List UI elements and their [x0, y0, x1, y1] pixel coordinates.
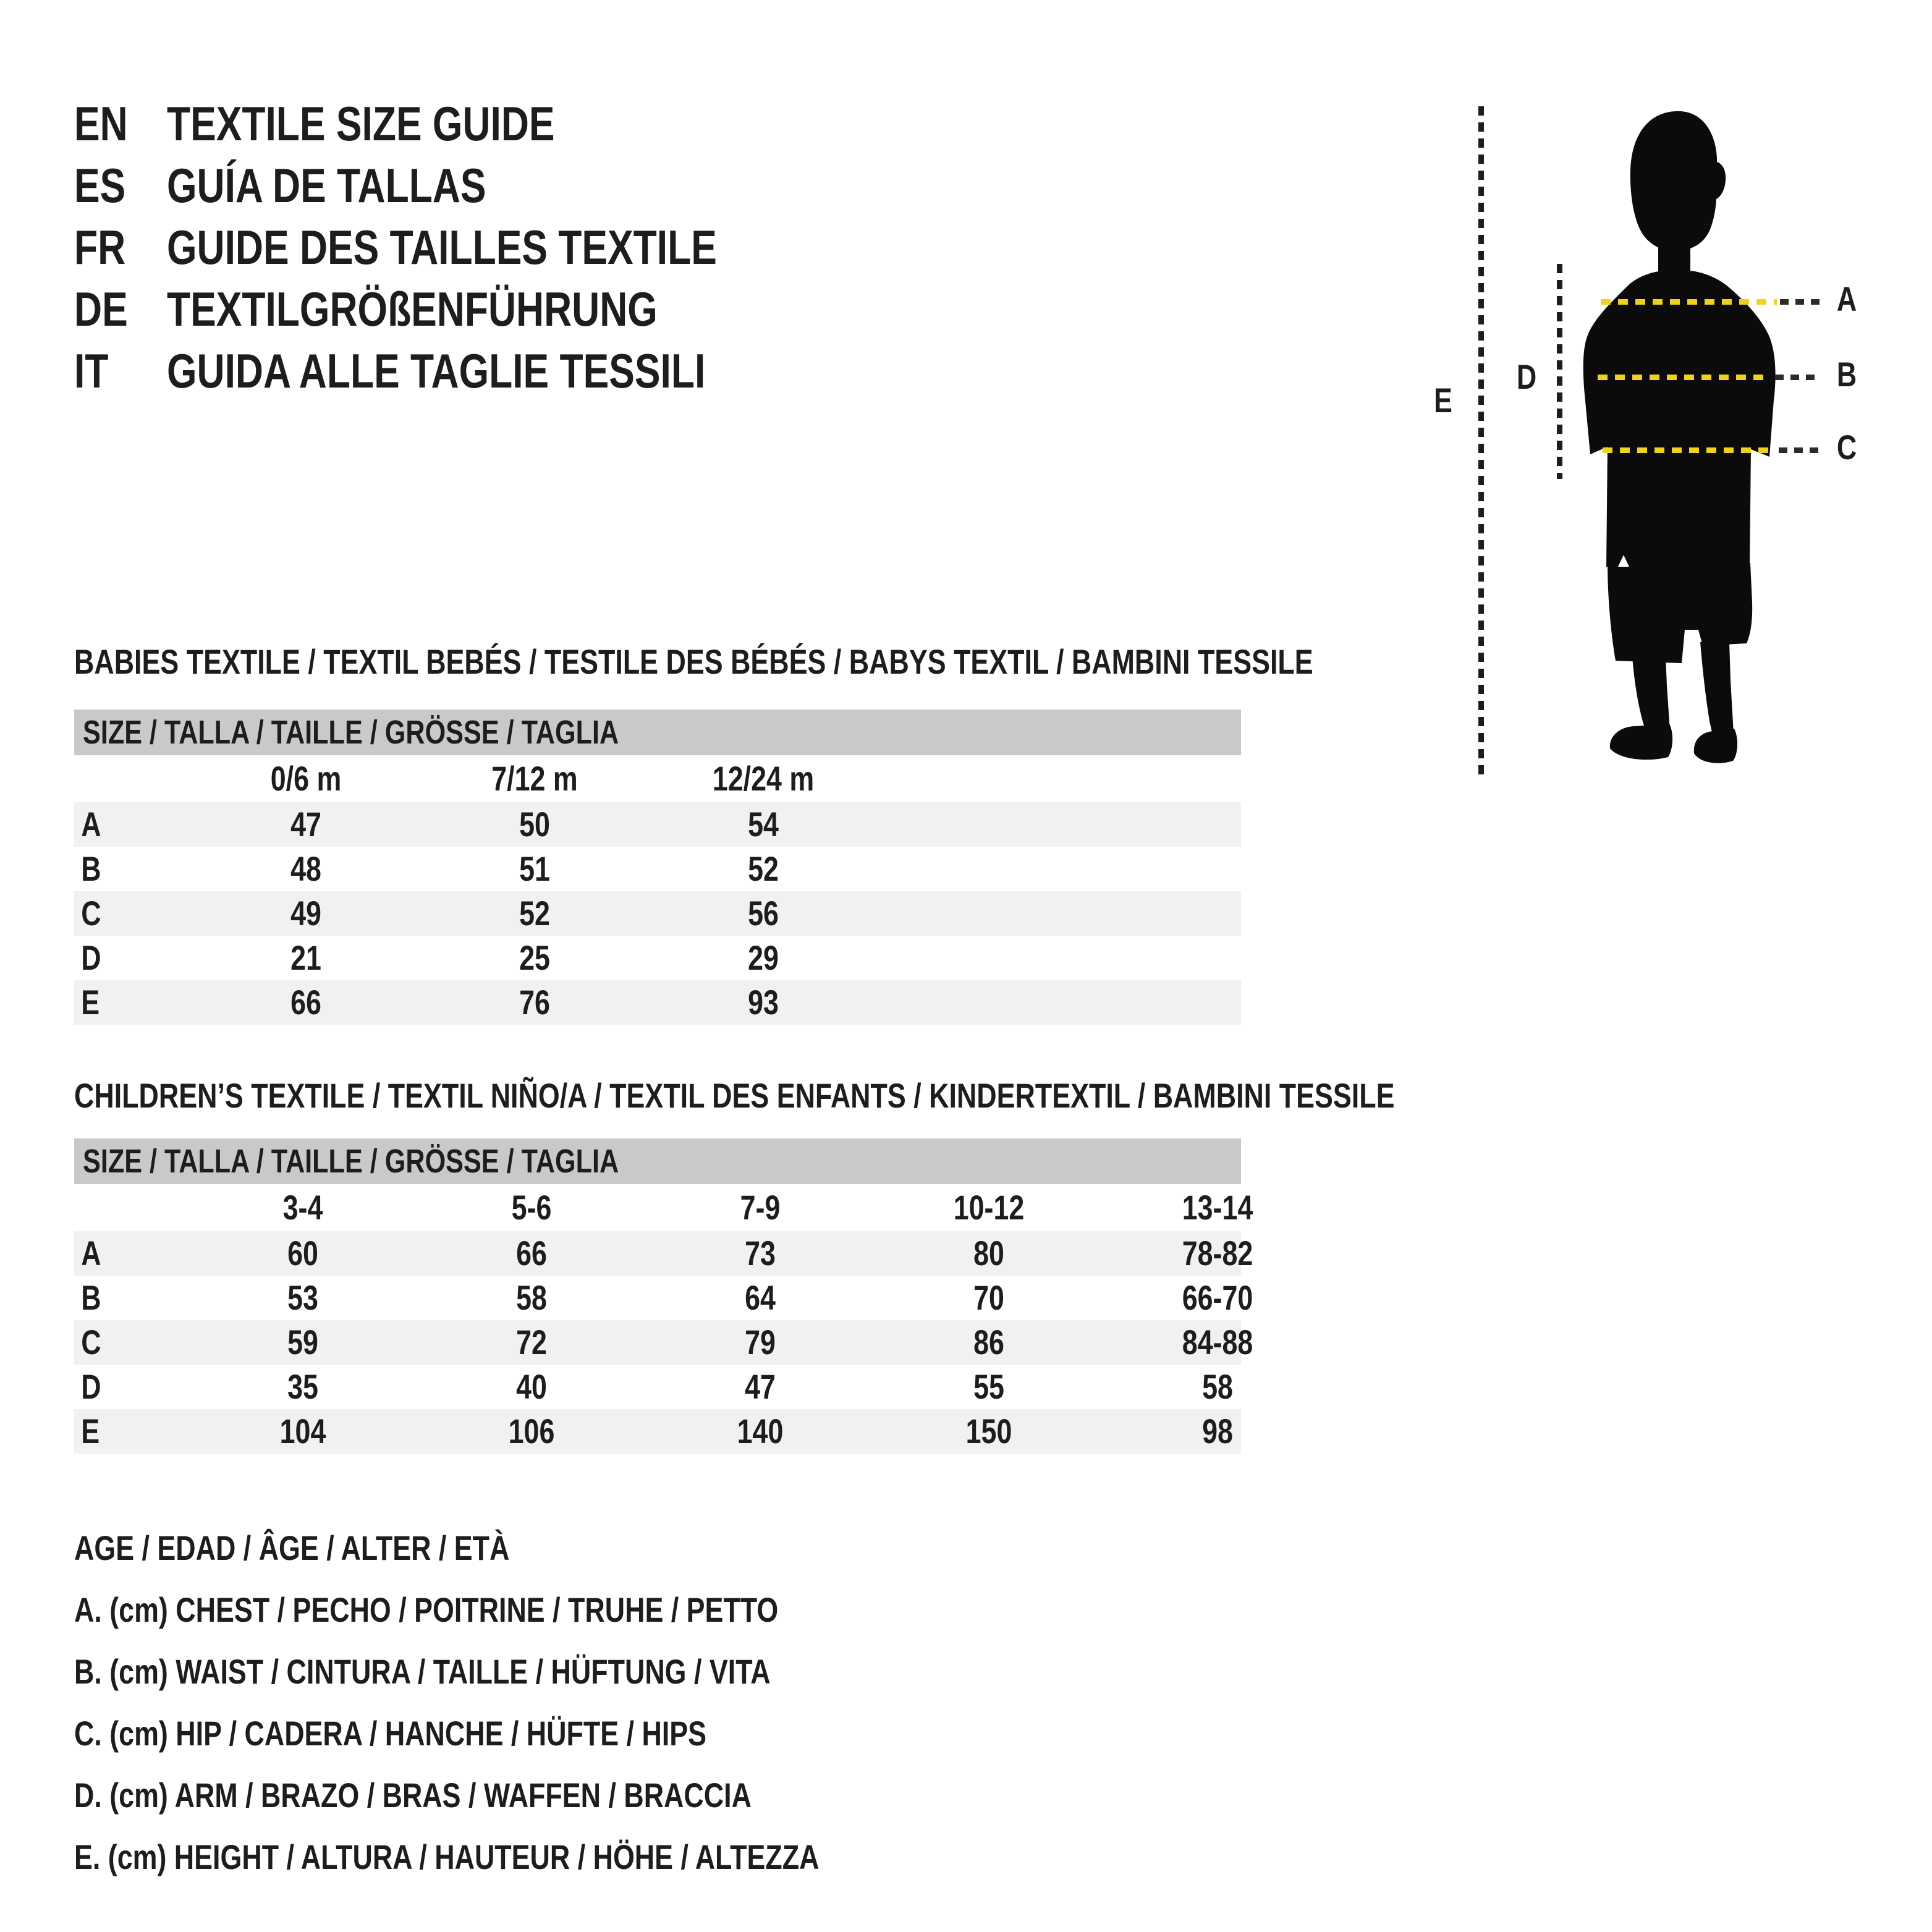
size-cell: 66-70 — [1182, 1278, 1253, 1317]
chest-leader-line — [1780, 299, 1821, 305]
size-cell: 73 — [745, 1234, 776, 1273]
size-cell: 66 — [290, 983, 321, 1022]
size-cell: 58 — [1202, 1367, 1233, 1406]
hip-leader-line — [1779, 447, 1821, 453]
size-cell: 59 — [287, 1323, 318, 1362]
babies-column-header-row — [74, 755, 1241, 802]
lang-title-it: GUIDA ALLE TAGLIE TESSILI — [167, 343, 706, 398]
column-header: 7/12 m — [491, 759, 578, 798]
row-label: D — [81, 938, 101, 977]
size-cell: 55 — [973, 1367, 1004, 1406]
size-cell: 98 — [1202, 1412, 1233, 1451]
legend-height: E. (cm) HEIGHT / ALTURA / HAUTEUR / HÖHE / ALTEZZA — [74, 1837, 820, 1876]
children-column-header-row — [74, 1184, 1253, 1231]
arm-measure-line — [1557, 264, 1562, 479]
legend-chest: A. (cm) CHEST / PECHO / POITRINE / TRUHE / PETTO — [74, 1590, 779, 1629]
figure-label-e: E — [1434, 381, 1452, 420]
legend-age: AGE / EDAD / ÂGE / ALTER / ETÀ — [74, 1528, 510, 1567]
figure-label-a: A — [1836, 279, 1857, 318]
lang-title-de: TEXTILGRÖßENFÜHRUNG — [167, 281, 658, 336]
lang-code-fr: FR — [74, 219, 126, 274]
legend-waist: B. (cm) WAIST / CINTURA / TAILLE / HÜFTUNG / VITA — [74, 1652, 771, 1691]
lang-code-en: EN — [74, 96, 128, 151]
column-header: 10-12 — [953, 1188, 1025, 1227]
row-label: D — [81, 1367, 101, 1406]
size-cell: 50 — [519, 805, 550, 844]
size-cell: 21 — [290, 938, 321, 977]
size-cell: 86 — [973, 1323, 1004, 1362]
column-header: 7-9 — [740, 1188, 781, 1227]
legend-arm: D. (cm) ARM / BRAZO / BRAS / WAFFEN / BRACCIA — [74, 1776, 752, 1815]
size-cell: 64 — [745, 1278, 776, 1317]
size-cell: 72 — [516, 1323, 547, 1362]
table-row-b — [74, 1276, 1253, 1320]
lang-code-it: IT — [74, 343, 109, 398]
size-cell: 52 — [748, 849, 779, 888]
size-cell: 51 — [519, 849, 550, 888]
column-header: 3-4 — [282, 1188, 323, 1227]
size-cell: 104 — [279, 1412, 326, 1451]
language-guide — [74, 93, 854, 402]
children-size-header-bar — [74, 1138, 1241, 1184]
row-label: E — [81, 1412, 100, 1451]
row-label: B — [81, 849, 101, 888]
size-cell: 84-88 — [1182, 1323, 1253, 1362]
table-row-d — [74, 1365, 1241, 1409]
size-cell: 53 — [287, 1278, 318, 1317]
babies-table-title: BABIES TEXTILE / TEXTIL BEBÉS / TESTILE DES BÉBÉS / BABYS TEXTIL / BAMBINI TESSILE — [74, 642, 1313, 681]
size-cell: 76 — [519, 983, 550, 1022]
lang-code-es: ES — [74, 158, 126, 213]
size-cell: 140 — [737, 1412, 784, 1451]
lang-row-es — [74, 155, 854, 216]
measurement-figure — [1415, 93, 1910, 816]
size-cell: 78-82 — [1182, 1234, 1253, 1273]
size-cell: 56 — [748, 894, 779, 933]
measurement-legend — [74, 1517, 1006, 1888]
row-label: C — [81, 1323, 101, 1362]
row-label: A — [81, 805, 101, 844]
figure-label-b: B — [1836, 355, 1857, 394]
size-cell: 80 — [973, 1234, 1004, 1273]
size-cell: 66 — [516, 1234, 547, 1273]
size-cell: 35 — [287, 1367, 318, 1406]
size-cell: 60 — [287, 1234, 318, 1273]
column-header: 12/24 m — [712, 759, 815, 798]
table-row-e — [74, 980, 1241, 1025]
size-cell: 70 — [973, 1278, 1004, 1317]
lang-row-de — [74, 278, 854, 340]
lang-row-en — [74, 93, 854, 155]
size-cell: 93 — [748, 983, 779, 1022]
column-header: 0/6 m — [270, 759, 342, 798]
children-table-title: CHILDREN’S TEXTILE / TEXTIL NIÑO/A / TEXTIL DES ENFANTS / KINDERTEXTIL / BAMBINI TESSILE — [74, 1076, 1395, 1115]
size-cell: 47 — [745, 1367, 776, 1406]
legend-hip: C. (cm) HIP / CADERA / HANCHE / HÜFTE / HIPS — [74, 1714, 707, 1753]
table-row-d — [74, 936, 1241, 980]
size-cell: 54 — [748, 805, 779, 844]
babies-size-header-bar — [74, 710, 1241, 755]
size-cell: 25 — [519, 938, 550, 977]
height-measure-line — [1478, 106, 1484, 775]
size-cell: 49 — [290, 894, 321, 933]
lang-title-en: TEXTILE SIZE GUIDE — [167, 96, 555, 151]
size-cell: 106 — [508, 1412, 555, 1451]
size-cell: 58 — [516, 1278, 547, 1317]
size-cell: 29 — [748, 938, 779, 977]
size-cell: 150 — [965, 1412, 1012, 1451]
hip-measure-line — [1603, 447, 1776, 453]
size-cell: 48 — [290, 849, 321, 888]
child-silhouette-icon — [1575, 108, 1785, 769]
table-row-c — [74, 1320, 1253, 1365]
row-label: E — [81, 983, 100, 1022]
waist-measure-line — [1598, 375, 1771, 380]
figure-label-d: D — [1516, 357, 1537, 396]
size-cell: 52 — [519, 894, 550, 933]
table-row-a — [74, 1231, 1253, 1276]
table-row-a — [74, 802, 1241, 847]
lang-row-fr — [74, 216, 854, 278]
lang-code-de: DE — [74, 281, 128, 336]
table-row-c — [74, 891, 1241, 936]
size-cell: 47 — [290, 805, 321, 844]
lang-title-es: GUÍA DE TALLAS — [167, 158, 486, 213]
children-table — [74, 1138, 1253, 1454]
table-row-b — [74, 847, 1241, 891]
lang-row-it — [74, 340, 854, 402]
table-row-e — [74, 1409, 1241, 1454]
row-label: B — [81, 1278, 101, 1317]
waist-leader-line — [1775, 375, 1821, 380]
figure-label-c: C — [1836, 428, 1857, 467]
row-label: C — [81, 894, 101, 933]
empty-corner-cell — [74, 1184, 189, 1231]
size-cell: 40 — [516, 1367, 547, 1406]
column-header: 13-14 — [1182, 1188, 1253, 1227]
size-header-label: SIZE / TALLA / TAILLE / GRÖSSE / TAGLIA — [83, 1143, 619, 1180]
chest-measure-line — [1601, 299, 1777, 305]
empty-corner-cell — [74, 755, 192, 802]
lang-title-fr: GUIDE DES TAILLES TEXTILE — [167, 219, 717, 274]
row-label: A — [81, 1234, 101, 1273]
column-header: 5-6 — [511, 1188, 552, 1227]
size-cell: 79 — [745, 1323, 776, 1362]
babies-table — [74, 710, 1241, 1025]
size-header-label: SIZE / TALLA / TAILLE / GRÖSSE / TAGLIA — [83, 714, 619, 751]
